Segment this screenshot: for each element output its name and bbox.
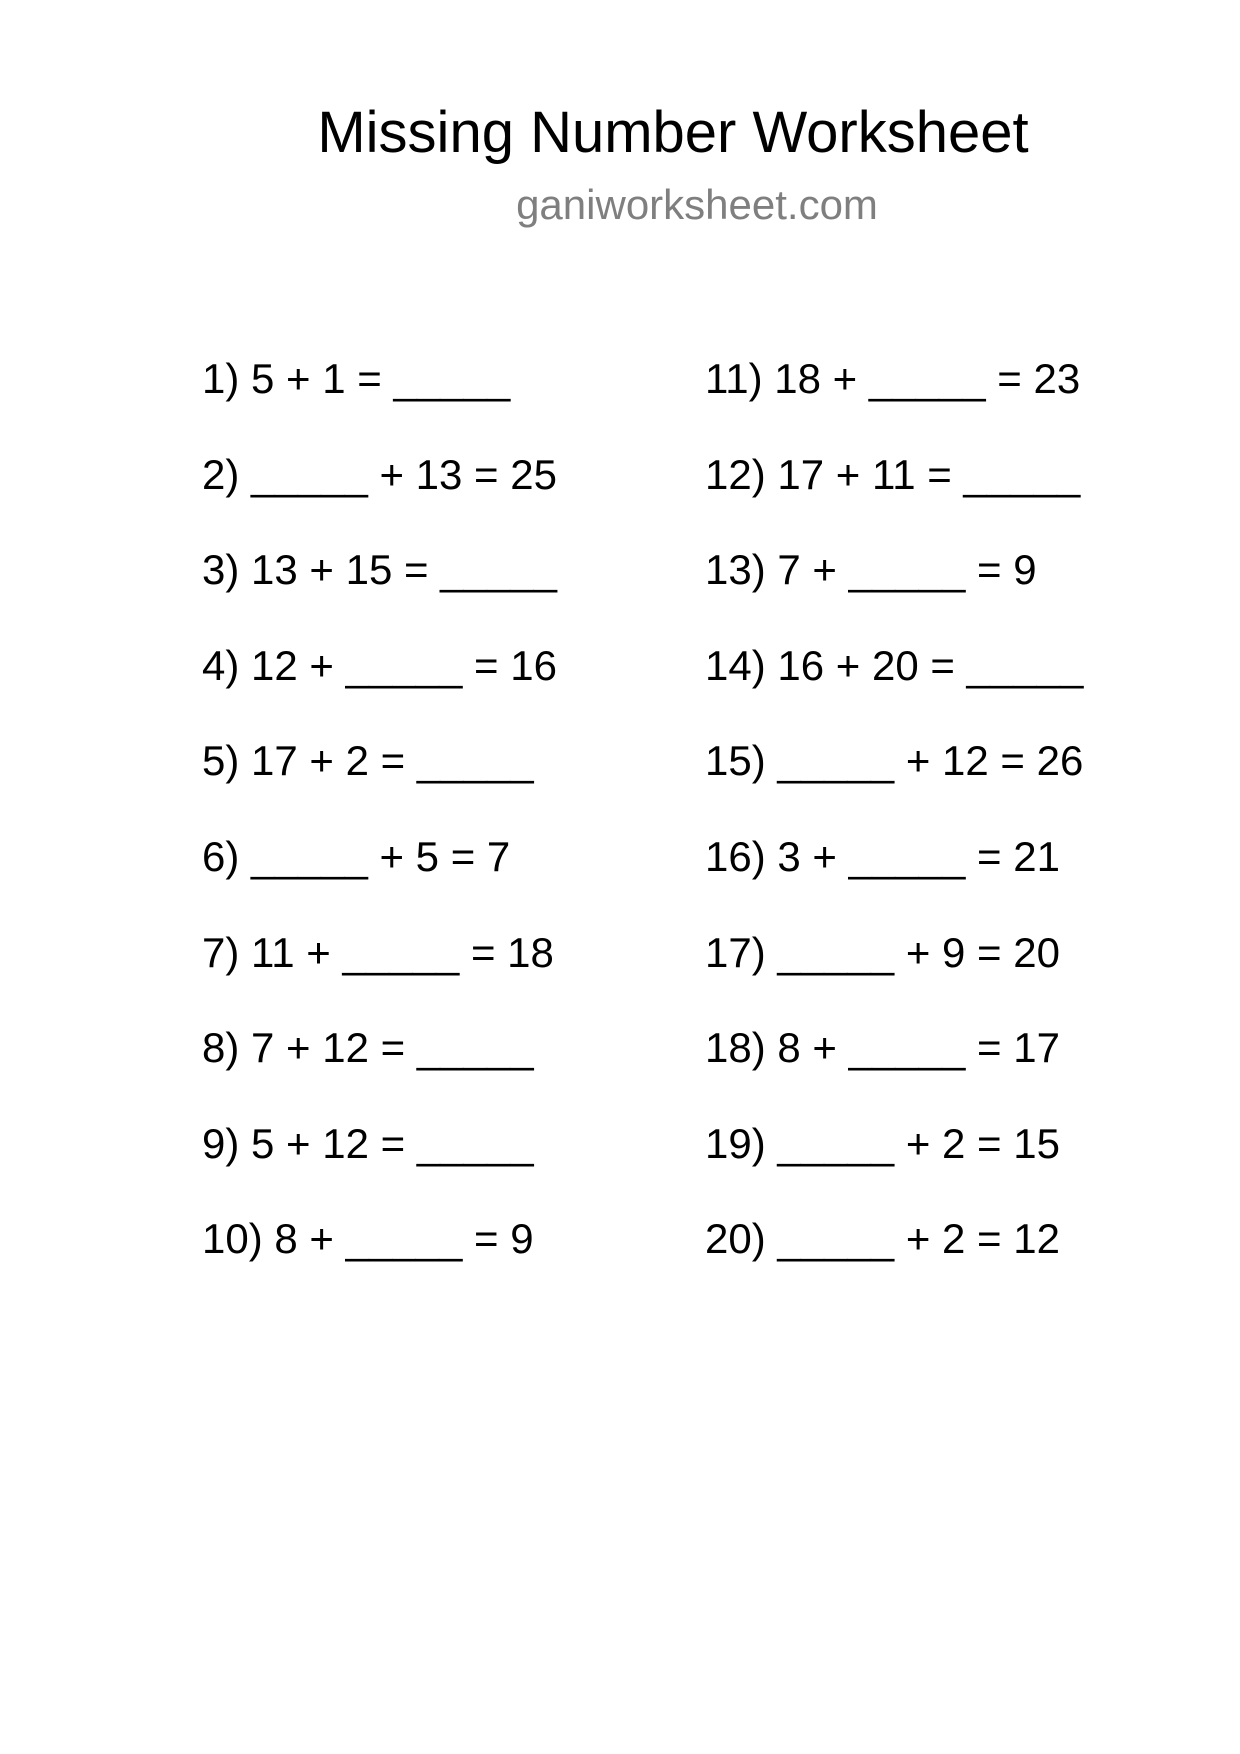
website-subtitle: ganiworksheet.com (516, 181, 878, 228)
problem-8: 8) 7 + 12 = _____ (202, 1024, 534, 1072)
problem-13: 13) 7 + _____ = 9 (705, 546, 1037, 594)
problem-18: 18) 8 + _____ = 17 (705, 1024, 1060, 1072)
problem-14: 14) 16 + 20 = _____ (705, 641, 1084, 689)
problem-6: 6) _____ + 5 = 7 (202, 832, 511, 880)
problem-11: 11) 18 + _____ = 23 (705, 355, 1081, 402)
problem-15: 15) _____ + 12 = 26 (705, 737, 1084, 785)
problem-10: 10) 8 + _____ = 9 (202, 1215, 534, 1263)
problem-3: 3) 13 + 15 = _____ (202, 546, 557, 594)
problem-7: 7) 11 + _____ = 18 (202, 928, 554, 976)
problem-9: 9) 5 + 12 = _____ (202, 1119, 534, 1167)
problem-1: 1) 5 + 1 = _____ (202, 355, 511, 402)
problem-19: 19) _____ + 2 = 15 (705, 1119, 1060, 1167)
problems-left-column (202, 350, 557, 1306)
problem-20: 20) _____ + 2 = 12 (705, 1215, 1060, 1263)
problem-16: 16) 3 + _____ = 21 (705, 832, 1060, 880)
problems-right-column (705, 350, 1083, 1306)
problem-4: 4) 12 + _____ = 16 (202, 641, 557, 689)
problem-17: 17) _____ + 9 = 20 (705, 928, 1060, 976)
problem-2: 2) _____ + 13 = 25 (202, 450, 557, 498)
problem-5: 5) 17 + 2 = _____ (202, 737, 534, 785)
worksheet-title: Missing Number Worksheet (317, 100, 1029, 165)
problem-12: 12) 17 + 11 = _____ (705, 450, 1081, 498)
